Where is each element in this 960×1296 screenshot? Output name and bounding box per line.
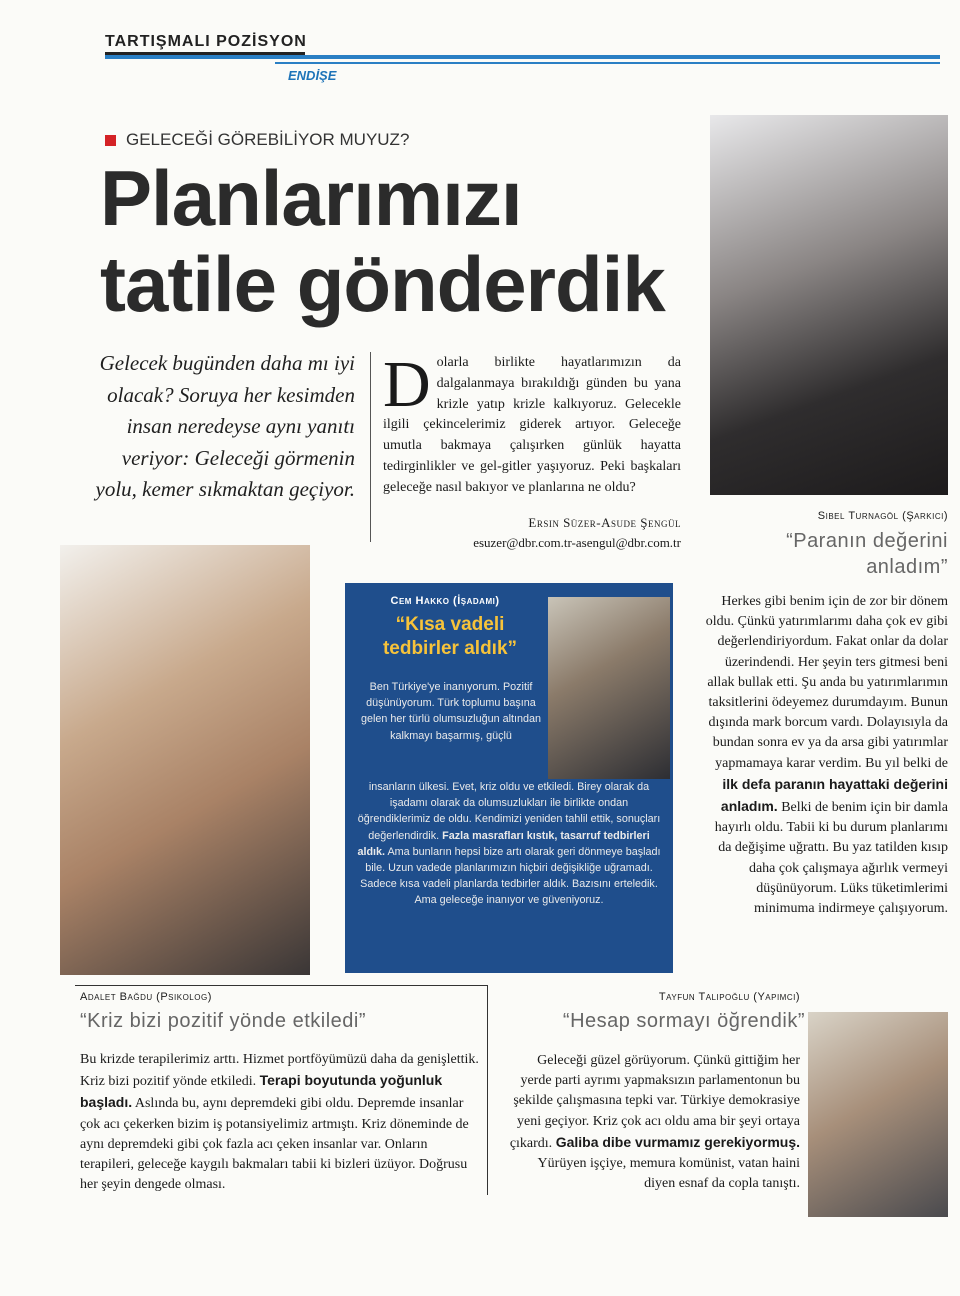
adalet-quote: “Kriz bizi pozitif yönde etkiledi” [80, 1010, 366, 1032]
subsection-label: ENDİŞE [288, 68, 337, 83]
sibel-person-name: Sibel Turnagöl (Şarkıcı) [817, 510, 948, 522]
intro-paragraph [383, 348, 681, 499]
intro-text: olarla birlikte hayatlarımızın da dalgalanmaya bırakıldığı günden bu yana krizle yatıp krizle kalkıyoruz. Gelecekle ilgili çekincelerimiz giderek artıyor. Geleceğe umutla bakmaya çalışırken günlük hayatta tedirginlikler ve gel-gitler yaşıyoruz. Peki başkaları geleceğe nasıl bakıyor ve planlarına ne oldu? [383, 355, 681, 495]
section-label: TARTIŞMALI POZİSYON [105, 33, 307, 50]
box-body-part: Ama bunların hepsi bize artı olarak geri dönmeye başladı bile. Uzun vadede planlarımızın hiçbiri değişikliğe uğramadı. Sadece kısa vadeli planlarda tedbirler aldık. Bazısını erteledik. Ama geleceğe inanıyor ve güveniyoruz. [360, 845, 661, 907]
photo-cem-hakko [548, 597, 670, 779]
byline [383, 513, 681, 553]
frame-rule-top [75, 985, 487, 986]
tayfun-body-part: Geleceği güzel görüyorum. Çünkü gittiğim her yerde parti ayrımı yapmaksızın parlamentonun bu şekilde çalışmasına tepki var. Türkiye demokrasiye yeni geçiyor. Kriz çok acı oldu ama bir şeyi ortaya çıkardı. [509, 1053, 800, 1151]
tayfun-quote: “Hesap sormayı öğrendik” [562, 1010, 805, 1032]
byline-authors: Ersin Süzer-Asude Şengül [528, 515, 681, 530]
sibel-body [705, 592, 948, 919]
headline [100, 155, 720, 327]
sibel-body-emphasis: ilk defa paranın hayattaki değerini anladım. [720, 775, 948, 815]
adalet-person-name: Adalet Bağdu (Psikolog) [80, 991, 212, 1003]
adalet-body-emphasis: Terapi boyutunda yoğunluk başladı. [80, 1072, 443, 1111]
adalet-body-part: Bu krizde terapilerimiz arttı. Hizmet portföyümüzü daha da genişlettik. Kriz bizi pozitif yönde etkiledi. [80, 1052, 479, 1090]
photo-sibel-turnagol [710, 115, 948, 495]
headline-line-1: Planlarımızı [100, 154, 522, 242]
tayfun-body [505, 1051, 800, 1194]
box-body-bottom [353, 779, 665, 909]
frame-rule-right [487, 985, 488, 1195]
adalet-body [80, 1050, 480, 1195]
box-quote: “Kısa vadeli tedbirler aldık” [382, 614, 518, 659]
tayfun-body-part: Yürüyen işçiye, memura komünist, vatan haini diyen esnaf da copla tanıştı. [537, 1156, 800, 1192]
box-body-part: insanların ülkesi. Evet, kriz oldu ve etkiledi. Birey olarak da işadamı olarak da olumsuzlukları ile birlikte ondan öğrendiklerimiz de oldu. Kendimizi yeniden tahlil ettik, sonuçları değerlendirdik. [357, 781, 661, 842]
drop-cap: D [383, 348, 431, 421]
byline-emails: esuzer@dbr.com.tr-asengul@dbr.com.tr [473, 535, 681, 550]
tayfun-person-name: Tayfun Talipoğlu (Yapımcı) [658, 991, 800, 1003]
box-body-top: Ben Türkiye'ye inanıyorum. Pozitif düşünüyorum. Türk toplumu başına gelen her türlü olumsuzluğun altından kalkmayı başarmış, güçlü [360, 681, 542, 742]
box-body-emphasis: Fazla masrafları kıstık, tasarruf tedbirleri aldık. [357, 829, 650, 858]
sibel-quote: “Paranın değerini anladım” [786, 530, 948, 578]
sibel-body-part: Herkes gibi benim için de zor bir dönem oldu. Çünkü yatırımlarımı daha çok ev gibi değerlendiriyordum. Fakat onlar da dolar üzerindendi. Her şeyin ters gitmesi beni allak bullak etti. Şu anda bu yatırımlarımın taksitlerini ödeyemez durumdayım. Bunun dışında mark borcum vardı. Dolayısıyla da bundan sonra ev ya da arsa gibi yatırımlar yapmamaya karar verdim. Bu yıl belki de [705, 594, 948, 771]
box-person-name: Cem Hakko (İşadamı) [390, 595, 500, 607]
header-rule-secondary [275, 62, 940, 64]
kicker [105, 130, 409, 150]
kicker-text: GELECEĞİ GÖREBİLİYOR MUYUZ? [126, 130, 410, 149]
photo-adalet-bagdu [60, 545, 310, 975]
adalet-body-part: Aslında bu, aynı depremdeki gibi oldu. Depremde insanlar çok acı çekerken bizim iş potansiyelimiz artmıştı. Kriz döneminde de aynı depremdeki gibi çok fazla acı çeken insanlar var. Onların terapileri, geleceğe kaygılı bakmaları tabii ki bizleri üzüyor. Doğrusu her şeyin dengede olması. [80, 1096, 469, 1193]
sibel-body-part: Belki de benim için bir damla hayırlı oldu. Tabii ki bu durum planlarımı da değişime uğrattı. Bu yaz tatilden kısıp daha çok çalışmaya ağırlık vermeyi düşünüyorum. Lüks tüketimlerimi minimuma indirmeye çalışıyorum. [714, 800, 948, 917]
photo-tayfun-talipoglu [808, 1012, 948, 1217]
headline-line-2: tatile gönderdik [100, 240, 665, 328]
lede-text: Gelecek bugünden daha mı iyi olacak? Soruya her kesimden insan neredeyse aynı yanıtı veriyor: Geleceği görmenin yolu, kemer sıkmaktan geçiyor. [95, 351, 355, 501]
square-bullet-icon [105, 135, 116, 146]
column-divider [370, 352, 371, 542]
tayfun-body-emphasis: Galiba dibe vurmamız gerekiyormuş. [555, 1133, 800, 1150]
header-rule [105, 55, 940, 59]
